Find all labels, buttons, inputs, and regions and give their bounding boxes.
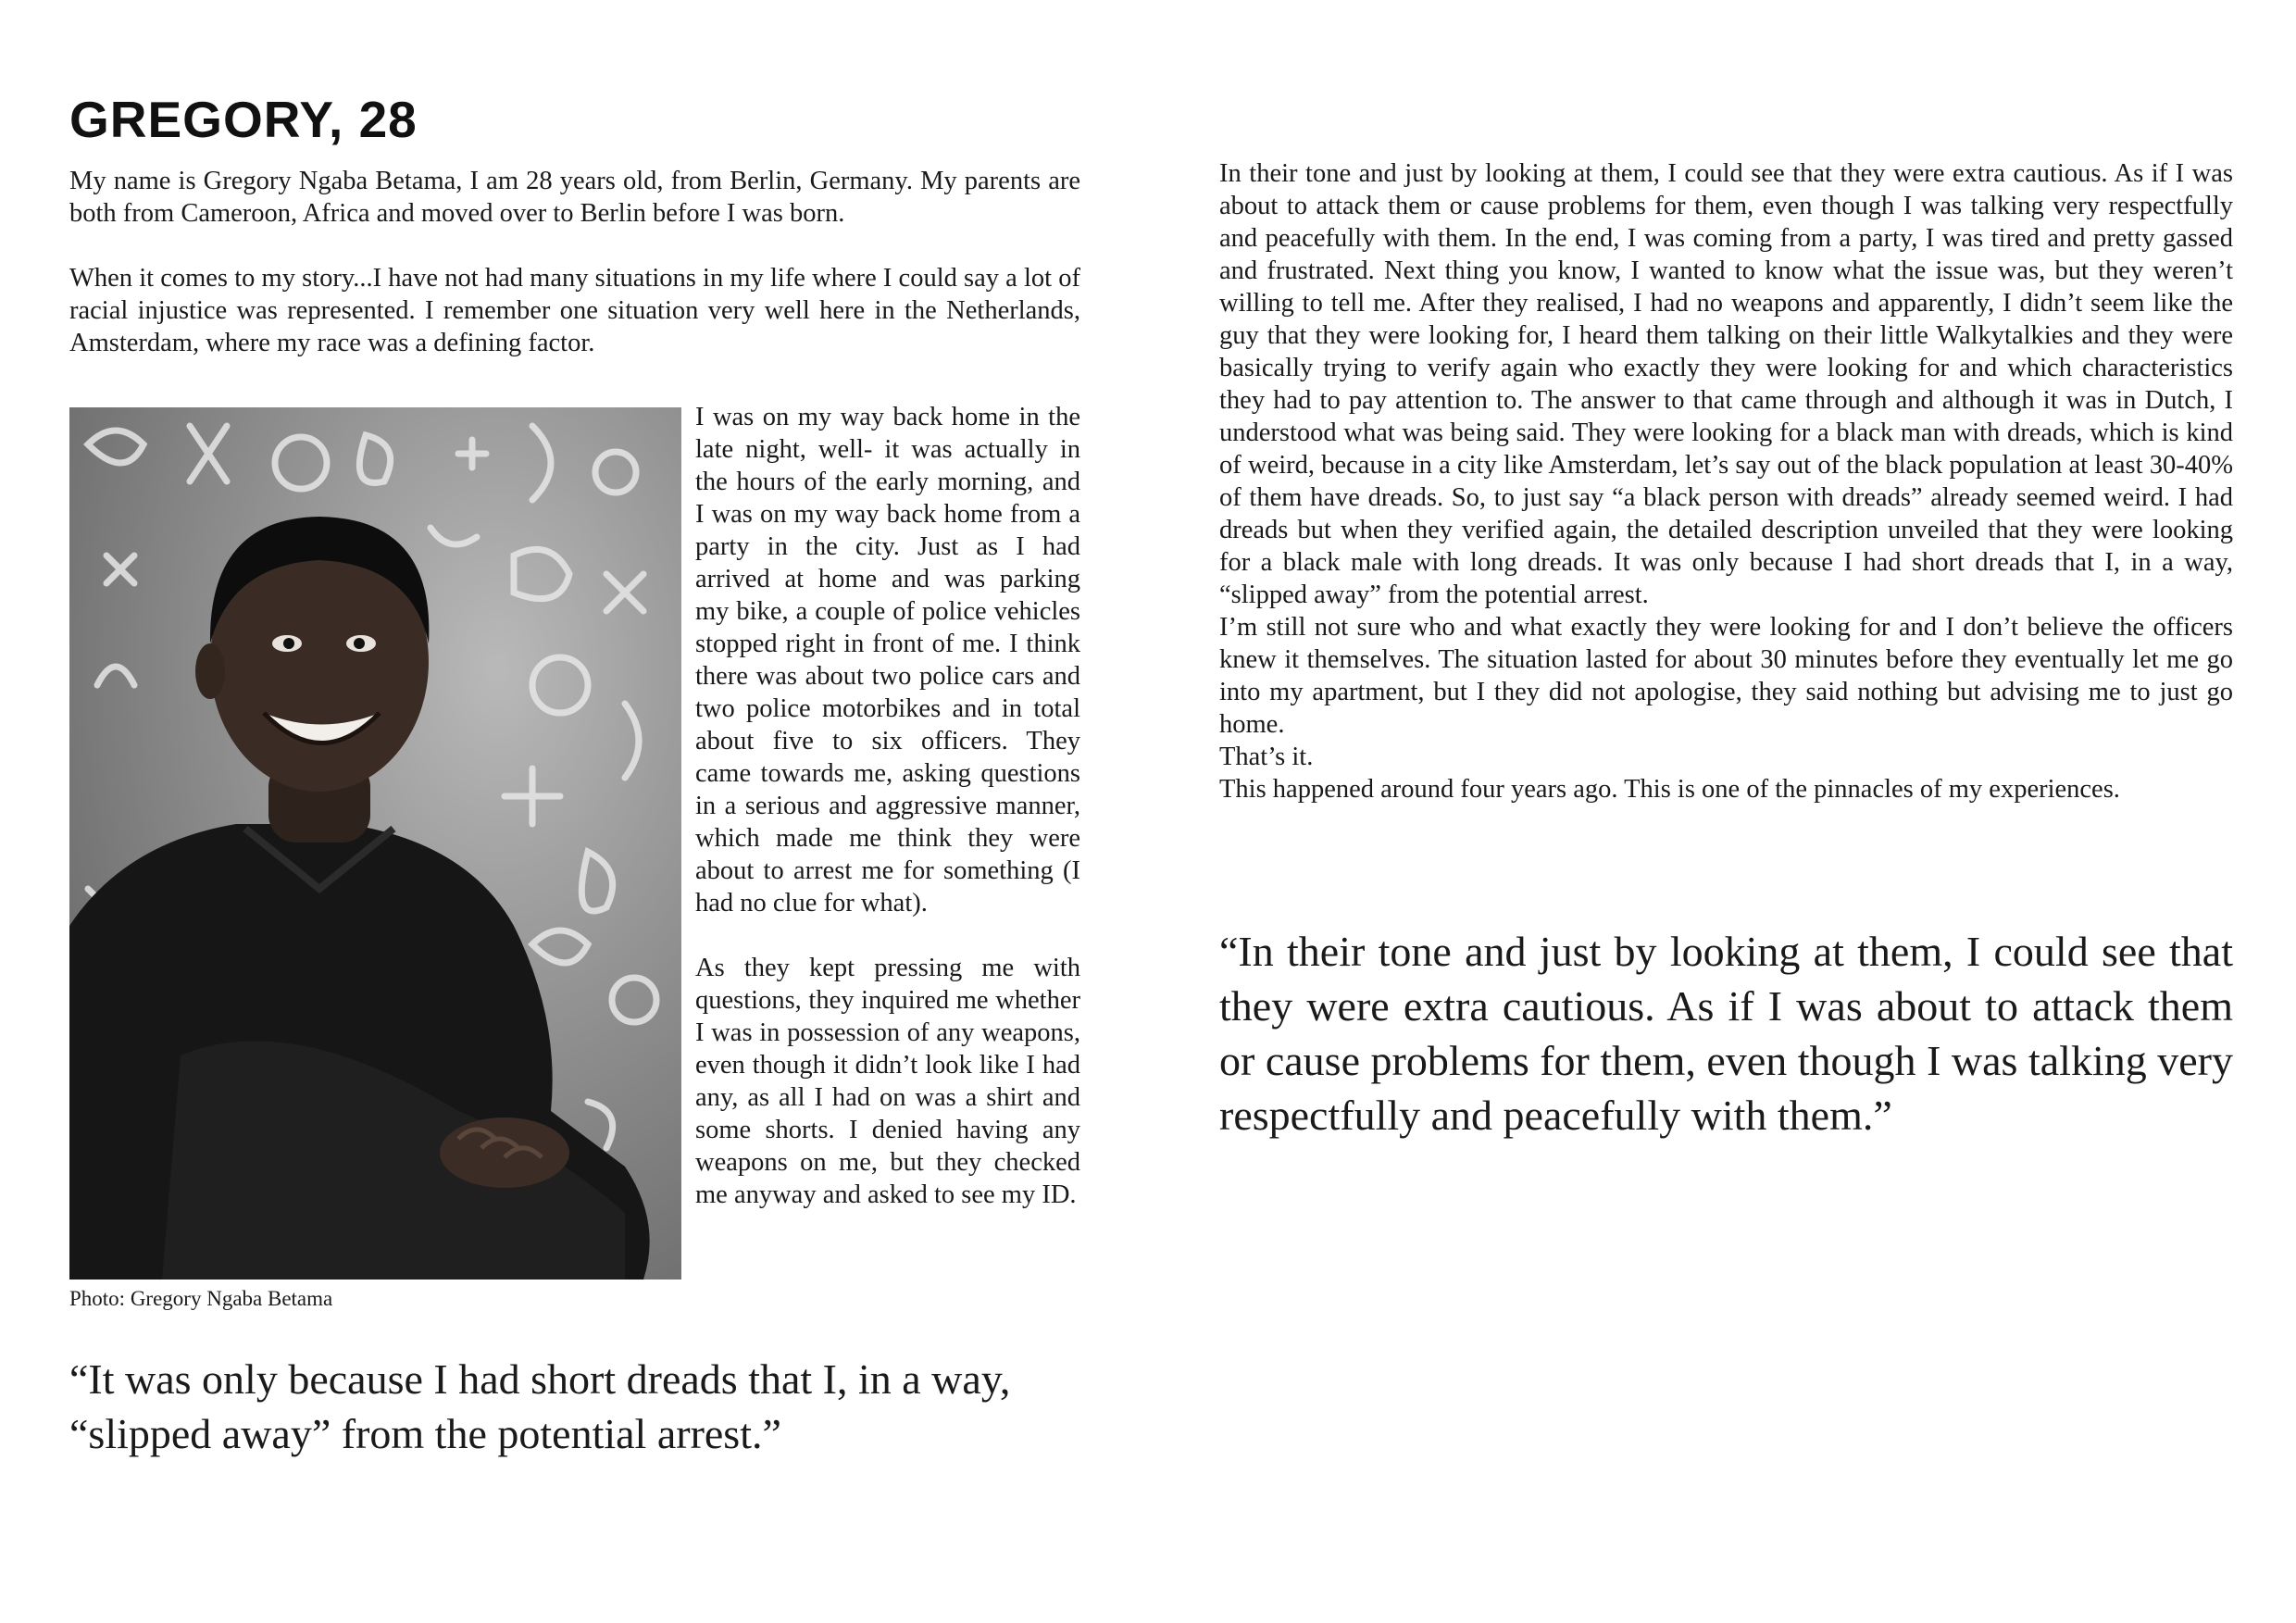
right-story-column [1219, 157, 2233, 805]
photo-caption: Photo: Gregory Ngaba Betama [69, 1287, 333, 1310]
right-paragraph-3: That’s it. [1219, 743, 1314, 771]
story-column-paragraph-1: I was on my way back home in the late night, well- it was actually in the hours of the early morning, and I was on my way back home from a party in the city. Just as I had arrived at home and was parking my bike, a couple of police vehicles stopped right in front of me. I think there was about two police cars and two police motorbikes and in total about five to six officers. They came towards me, asking questions in a serious and aggressive manner, which made me think they were about to arrest me for something (I had no clue for what). [695, 403, 1080, 918]
intro-paragraph-1: My name is Gregory Ngaba Betama, I am 28 years old, from Berlin, Germany. My parents are both from Cameroon, Africa and moved over to Berlin before I was born. [69, 167, 1080, 228]
portrait-photo [69, 407, 681, 1280]
intro-paragraph-2: When it comes to my story...I have not had many situations in my life where I could say a lot of racial injustice was represented. I remember one situation very well here in the Netherlands, Amsterdam, where my race was a defining factor. [69, 264, 1080, 357]
pull-quote-left: “It was only because I had short dreads that I, in a way, “slipped away” from the potential arrest.” [69, 1355, 1011, 1457]
right-paragraph-4: This happened around four years ago. This is one of the pinnacles of my experiences. [1219, 775, 2120, 804]
right-paragraph-1: In their tone and just by looking at them, I could see that they were extra cautious. As if I was about to attack them or cause problems for them, even though I was talking very respectfully and peacefully with them. In the end, I was coming from a party, I was tired and pretty gassed and frustrated. Next thing you know, I wanted to know what the issue was, but they weren’t willing to tell me. After they realised, I had no weapons and apparently, I didn’t seem like the guy that they were looking for, I heard them talking on their little Walkytalkies and they were basically trying to verify again who exactly they were looking for and which characteristics they had to pay attention to. The answer to that came through and although it was in Dutch, I understood what was being said. They were looking for a black man with dreads, which is kind of weird, because in a city like Amsterdam, let’s say out of the black population at least 30-40% of them have dreads. So, to just say “a black person with dreads” already seemed weird. I had dreads but when they verified again, the detailed description unveiled that they were looking for a black male with long dreads. It was only because I had short dreads that I, in a way, “slipped away” from the potential arrest. [1219, 159, 2233, 609]
story-column-paragraph-2: As they kept pressing me with questions, they inquired me whether I was in possession of any weapons, even though it didn’t look like I had any, as all I had on was a shirt and some shorts. I denied having any weapons on me, but they checked me anyway and asked to see my ID. [695, 954, 1080, 1209]
page-title: GREGORY, 28 [69, 91, 418, 148]
portrait-illustration [69, 407, 681, 1280]
pull-quote-right: “In their tone and just by looking at them, I could see that they were extra cautious. As if I was about to attack them or cause problems for them, even though I was talking very respectfully and peacefully with them.” [1219, 928, 2233, 1139]
right-paragraph-2: I’m still not sure who and what exactly they were looking for and I don’t believe the officers knew it themselves. The situation lasted for about 30 minutes before they eventually let me go into my apartment, but I they did not apologise, they said nothing but advising me to just go home. [1219, 613, 2233, 739]
